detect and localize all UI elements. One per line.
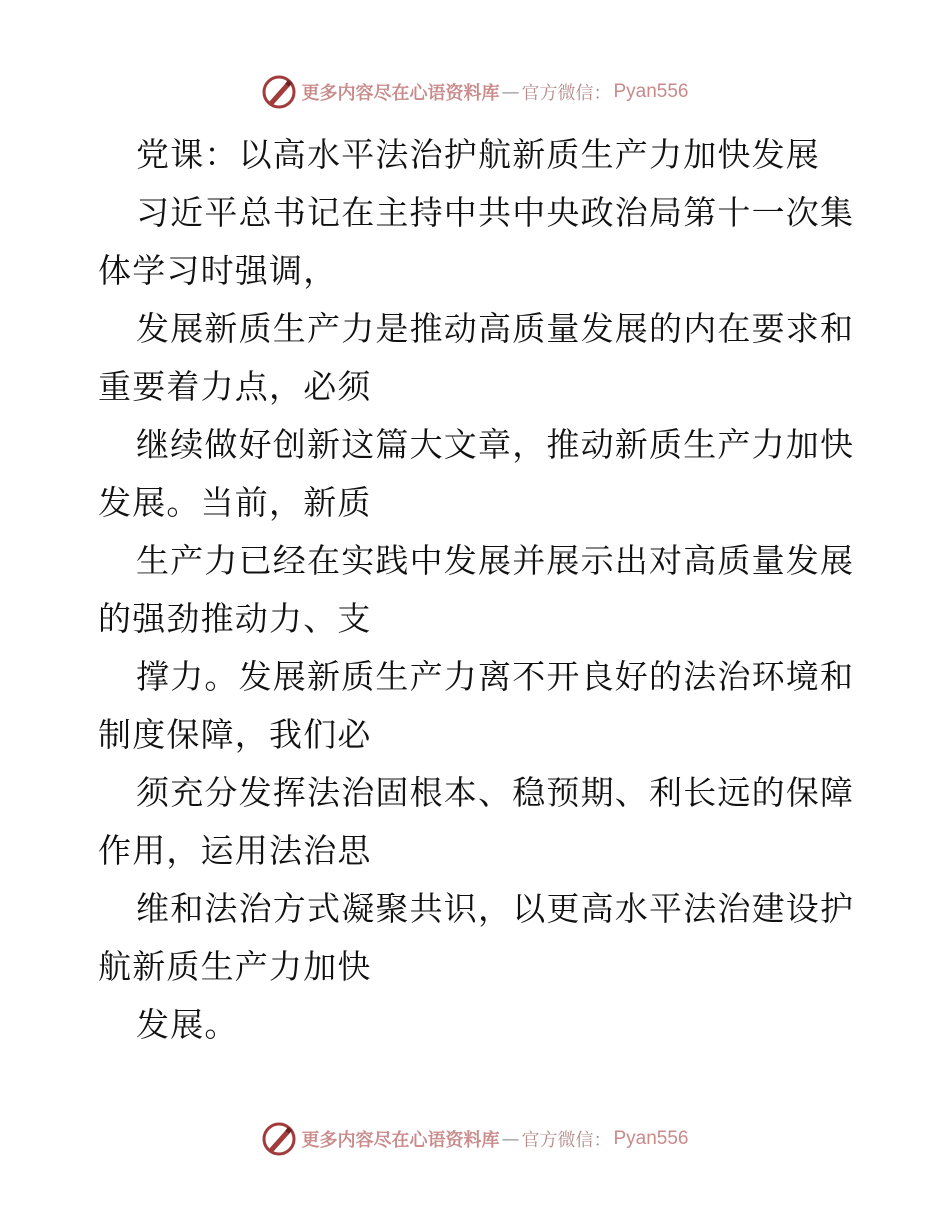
paragraph-line: 维和法治方式凝聚共识，以更高水平法治建设护 [136, 889, 855, 928]
paragraph-line: 作用，运用法治思 [98, 831, 372, 870]
paragraph-line: 习近平总书记在主持中共中央政治局第十一次集 [136, 193, 855, 232]
pen-logo-icon [261, 1121, 297, 1157]
document-body [98, 126, 858, 1054]
watermark-separator: — [501, 1128, 520, 1150]
paragraph-line: 生产力已经在实践中发展并展示出对高质量发展 [136, 541, 855, 580]
header-watermark [0, 72, 950, 112]
document-title: 党课：以高水平法治护航新质生产力加快发展 [136, 135, 820, 174]
paragraph-line: 航新质生产力加快 [98, 947, 372, 986]
paragraph-line: 发展。 [136, 1005, 239, 1044]
paragraph-line: 发展新质生产力是推动高质量发展的内在要求和 [136, 309, 855, 348]
watermark-text: 更多内容尽在心语资料库 [301, 1130, 500, 1151]
paragraph-line: 继续做好创新这篇大文章，推动新质生产力加快 [136, 425, 855, 464]
watermark-text: 更多内容尽在心语资料库 [301, 83, 500, 104]
paragraph-line: 重要着力点，必须 [98, 367, 372, 406]
paragraph-line: 须充分发挥法治固根本、稳预期、利长远的保障 [136, 773, 855, 812]
paragraph-line: 的强劲推动力、支 [98, 599, 372, 638]
watermark-separator: — [501, 81, 520, 103]
paragraph-line: 发展。当前，新质 [98, 483, 372, 522]
paragraph-line: 撑力。发展新质生产力离不开良好的法治环境和 [136, 657, 855, 696]
paragraph-line: 体学习时强调， [98, 251, 338, 290]
watermark-wechat-id: Pyan556 [613, 1128, 689, 1149]
paragraph-line: 制度保障，我们必 [98, 715, 372, 754]
watermark-subtitle: 官方微信： [521, 83, 612, 104]
watermark-subtitle: 官方微信： [521, 1130, 612, 1151]
watermark-wechat-id: Pyan556 [613, 81, 689, 102]
footer-watermark [0, 1119, 950, 1159]
pen-logo-icon [261, 74, 297, 110]
